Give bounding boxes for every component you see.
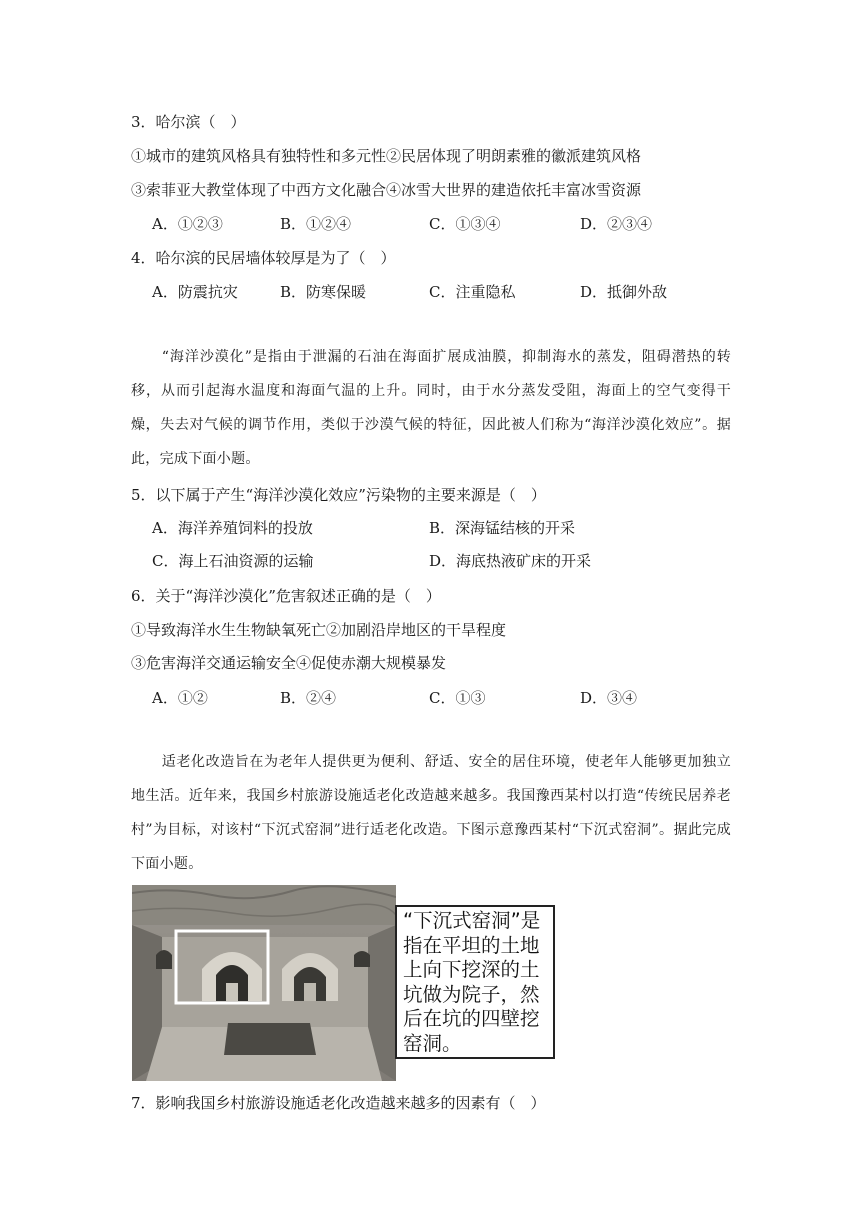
question-4-option-b: B．防寒保暖: [280, 283, 367, 301]
cave-courtyard-illustration: [132, 885, 396, 1081]
passage-ocean-desertification: [131, 340, 731, 476]
question-4-option-c: C．注重隐私: [429, 283, 516, 301]
question-3-option-d: D．②③④: [580, 215, 653, 233]
question-3-statement-2: ③索菲亚大教堂体现了中西方文化融合④冰雪大世界的建造依托丰富冰雪资源: [131, 181, 642, 199]
question-6-option-d: D．③④: [580, 689, 638, 707]
question-6-stem: 6．关于“海洋沙漠化”危害叙述正确的是（ ）: [131, 587, 441, 605]
question-3-option-a: A．①②③: [152, 215, 223, 233]
question-3-statement-1: ①城市的建筑风格具有独特性和多元性②民居体现了明朗素雅的徽派建筑风格: [131, 147, 642, 165]
question-7-stem: 7．影响我国乡村旅游设施适老化改造越来越多的因素有（ ）: [131, 1094, 546, 1112]
question-5-option-a: A．海洋养殖饲料的投放: [152, 519, 313, 537]
question-5-stem: 5．以下属于产生“海洋沙漠化效应”污染物的主要来源是（ ）: [131, 486, 546, 504]
sunken-cave-dwelling-photo: [132, 885, 396, 1081]
question-6-option-c: C．①③: [429, 689, 486, 707]
question-4-option-a: A．防震抗灾: [152, 283, 238, 301]
question-3-option-b: B．①②④: [280, 215, 352, 233]
question-6-statement-1: ①导致海洋水生生物缺氧死亡②加剧沿岸地区的干旱程度: [131, 621, 507, 639]
question-6-option-b: B．②④: [280, 689, 337, 707]
passage-aging-renovation: [131, 745, 731, 881]
question-6-statement-2: ③危害海洋交通运输安全④促使赤潮大规模暴发: [131, 654, 447, 672]
question-5-option-b: B．深海锰结核的开采: [429, 519, 576, 537]
question-6-option-a: A．①②: [152, 689, 208, 707]
question-5-option-c: C．海上石油资源的运输: [152, 552, 314, 570]
figure-callout: “下沉式窑洞”是指在平坦的土地上向下挖深的土坑做为院子，然后在坑的四壁挖窑洞。: [395, 905, 555, 1059]
passage-1-text: “海洋沙漠化”是指由于泄漏的石油在海面扩展成油膜，抑制海水的蒸发，阻碍潜热的转移，从而引起海水温度和海面气温的上升。同时，由于水分蒸发受阻，海面上的空气变得干燥，失去对气候的调节作用，类似于沙漠气候的特征，因此被人们称为“海洋沙漠化效应”。据此，完成下面小题。: [131, 349, 731, 467]
question-3-option-c: C．①③④: [429, 215, 501, 233]
question-4-stem: 4．哈尔滨的民居墙体较厚是为了（ ）: [131, 249, 396, 267]
question-4-option-d: D．抵御外敌: [580, 283, 668, 301]
passage-2-text: 适老化改造旨在为老年人提供更为便利、舒适、安全的居住环境，使老年人能够更加独立地生活。近年来，我国乡村旅游设施适老化改造越来越多。我国豫西某村以打造“传统民居养老村”为目标，对该村“下沉式窑洞”进行适老化改造。下图示意豫西某村“下沉式窑洞”。据此完成下面小题。: [131, 754, 731, 872]
question-3-stem: 3．哈尔滨（ ）: [131, 113, 246, 131]
question-5-option-d: D．海底热液矿床的开采: [429, 552, 592, 570]
